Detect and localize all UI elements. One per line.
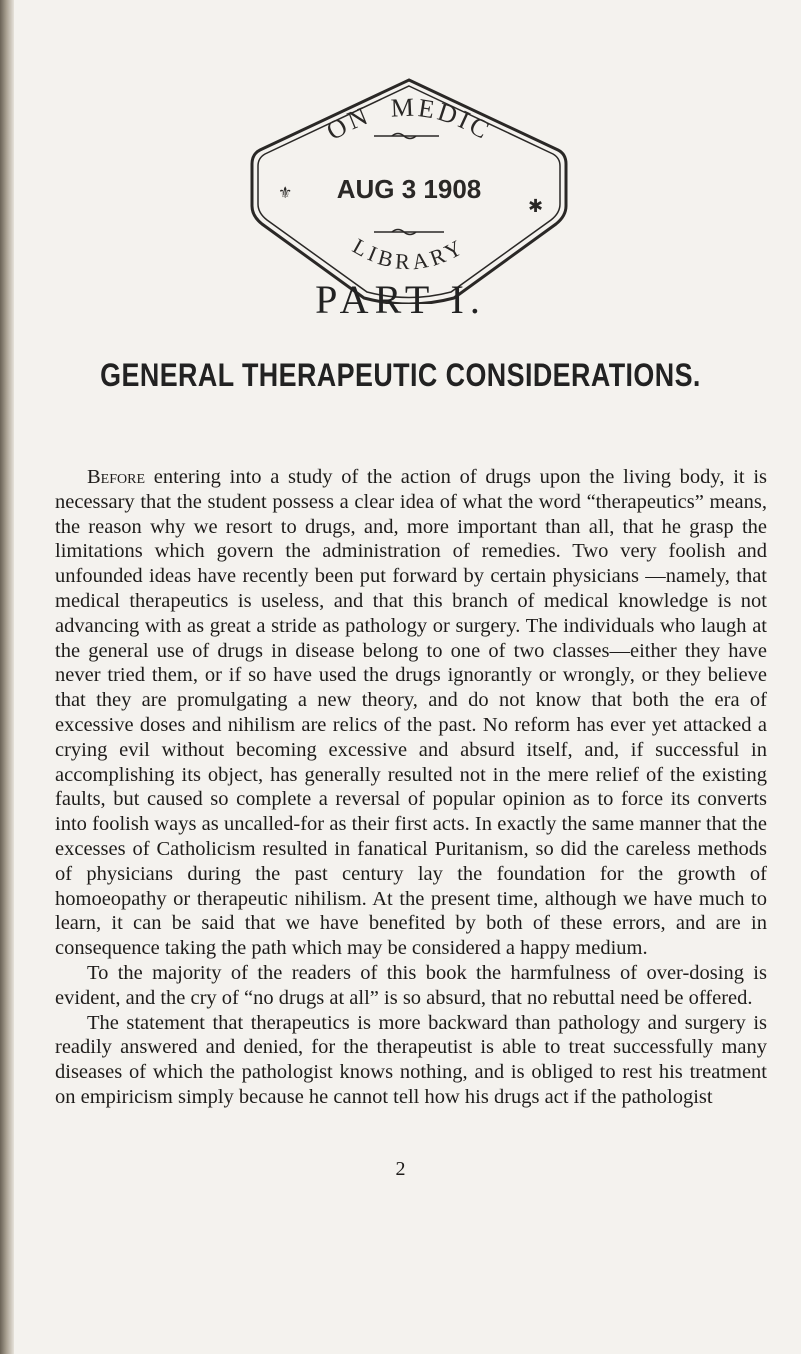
library-stamp bbox=[244, 74, 574, 304]
stamp-crest-icon: ⚜ bbox=[278, 183, 293, 202]
part-heading: PART I. bbox=[315, 277, 486, 322]
stamp-top-text: MEDIC bbox=[390, 92, 497, 146]
paragraph: To the majority of the readers of this book the harmfulness of over-dosing is evident, and the cry of “no drugs at all” is so absurd, that no rebuttal need be offered. bbox=[55, 961, 767, 1009]
stamp-star-icon: ✱ bbox=[528, 196, 544, 217]
page-number: 2 bbox=[395, 1158, 406, 1180]
body-text bbox=[55, 465, 767, 1110]
stamp-top-prefix: ON bbox=[321, 100, 375, 146]
chapter-title: GENERAL THERAPEUTIC CONSIDERATIONS. bbox=[100, 357, 701, 393]
stamp-date: AUG 3 1908 bbox=[336, 174, 482, 204]
paragraph: The statement that therapeutics is more backward than pathology and surgery is readily answered and denied, for the therapeutist is able to treat successfully many diseases of which the pathologist knows nothing, and is obliged to rest his treatment on empiricism simply because he cannot tell how his drugs act if the pathologist bbox=[55, 1011, 767, 1108]
book-binding-shadow bbox=[0, 0, 14, 1354]
svg-text:LIBRARY bbox=[349, 233, 470, 274]
paragraph bbox=[55, 465, 767, 961]
drop-word: Before bbox=[87, 466, 146, 488]
paragraph-text: entering into a study of the action of drugs upon the living body, it is necessary that the student possess a clear idea of what the word “therapeutics” means, the reason why we resort to drugs, and, more important than all, that he grasp the limitations which govern the administration of remedies. Two very foolish and unfounded ideas have recently been put forward by certain physicians —namely, that medical therapeutics is useless, and that this branch of medical knowledge is not advancing with as great a stride as pathology or surgery. The individuals who laugh at the general use of drugs in disease belong to one of two classes—either they have never tried them, or if so have used the drugs ignorantly or wrongly, or they believe that they are promulgating a new theory, and do not know that both the era of excessive doses and nihilism are relics of the past. No reform has ever yet attacked a crying evil without becoming excessive and absurd itself, and, if successful in accomplishing its object, has generally resulted not in the mere relief of the existing faults, but caused so complete a reversal of popular opinion as to force its converts into foolish ways as uncalled-for as their first acts. In exactly the same manner that the excesses of Catholicism resulted in fanatical Puritanism, so did the careless methods of physicians during the past century lay the foundation for the growth of homoeopathy or therapeutic nihilism. At the present time, although we have much to learn, it can be said that we have benefited by both of these errors, and are in consequence taking the path which may be considered a happy medium. bbox=[55, 466, 767, 960]
stamp-bottom-text: LIBRARY bbox=[348, 233, 470, 275]
